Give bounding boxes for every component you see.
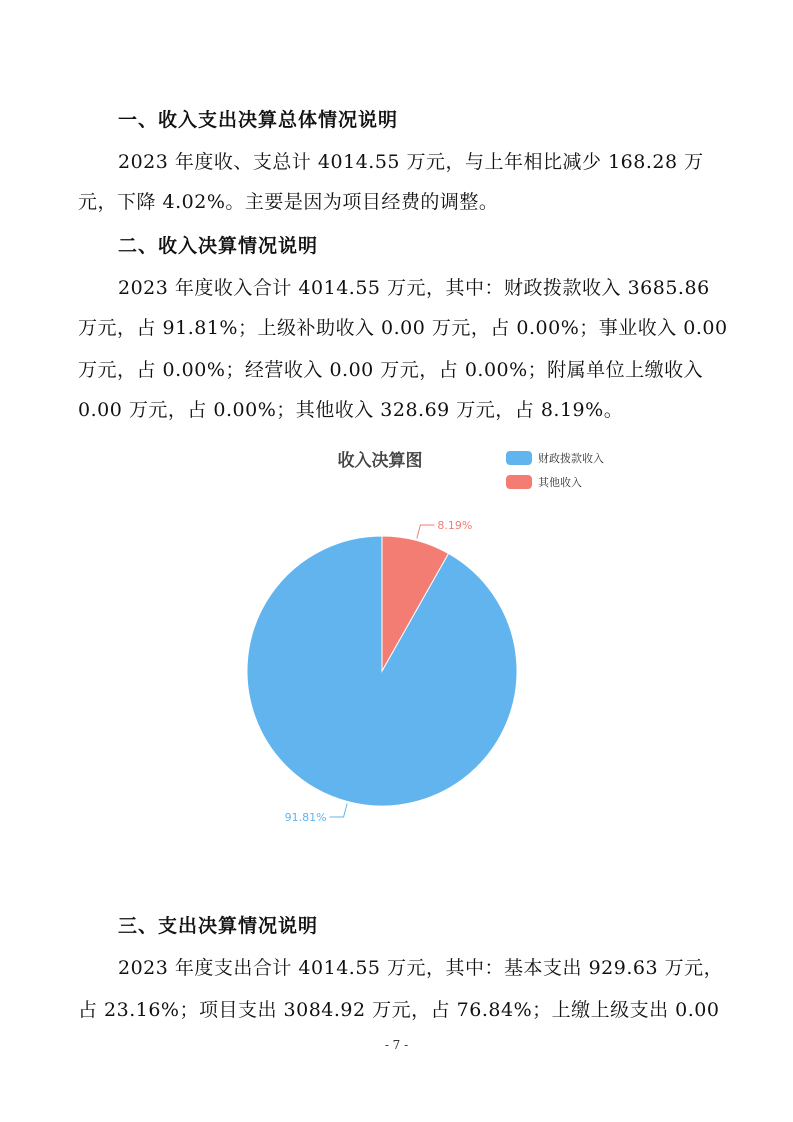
- section2-line-3: 万元，占 0.00%；经营收入 0.00 万元，占 0.00%；附属单位上缴收入: [78, 359, 704, 381]
- page-number: - 7 -: [384, 1038, 409, 1052]
- legend-label-1[interactable]: 其他收入: [538, 476, 582, 489]
- section1-line-2: 元，下降 4.02%。主要是因为项目经费的调整。: [78, 191, 499, 213]
- legend-swatch-1[interactable]: [506, 475, 532, 489]
- pie-leader-line-1: [417, 525, 435, 539]
- legend-label-0[interactable]: 财政拨款收入: [538, 452, 604, 465]
- pie-leader-line-0: [330, 803, 348, 817]
- chart-legend: [506, 451, 604, 489]
- pie-label-1: 8.19%: [437, 518, 473, 532]
- section2-line-1: 2023 年度收入合计 4014.55 万元，其中：财政拨款收入 3685.86: [118, 277, 710, 299]
- chart-title: 收入决算图: [337, 451, 423, 471]
- section2-line-4: 0.00 万元，占 0.00%；其他收入 328.69 万元，占 8.19%。: [78, 399, 624, 421]
- legend-swatch-0[interactable]: [506, 451, 532, 465]
- section3-heading: 三、支出决算情况说明: [118, 915, 319, 937]
- section2-heading: 二、收入决算情况说明: [118, 235, 319, 257]
- section1-heading: 一、收入支出决算总体情况说明: [118, 109, 399, 131]
- pie-label-0: 91.81%: [284, 811, 327, 825]
- section3-line-2: 占 23.16%；项目支出 3084.92 万元，占 76.84%；上缴上级支出 0.00: [78, 999, 720, 1021]
- pie-slices: [247, 536, 517, 806]
- section2-line-2: 万元，占 91.81%；上级补助收入 0.00 万元，占 0.00%；事业收入 0.00: [78, 317, 728, 339]
- section1-line-1: 2023 年度收、支总计 4014.55 万元，与上年相比减少 168.28 万: [118, 151, 704, 173]
- section3-line-1: 2023 年度支出合计 4014.55 万元，其中：基本支出 929.63 万元，: [118, 957, 724, 979]
